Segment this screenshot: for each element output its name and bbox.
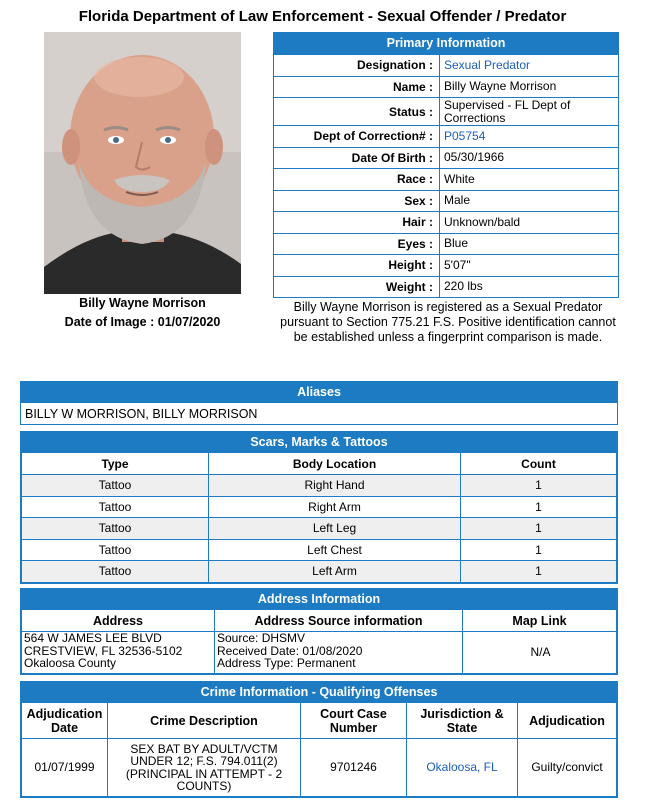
date-of-birth-row bbox=[274, 147, 618, 169]
column-header: Address bbox=[22, 610, 215, 632]
table-cell: Tattoo bbox=[22, 561, 209, 583]
race-row bbox=[274, 168, 618, 190]
primary-information-panel bbox=[273, 32, 619, 298]
sex-row bbox=[274, 190, 618, 212]
status-row bbox=[274, 97, 618, 125]
crime-heading: Crime Information - Qualifying Offenses bbox=[21, 682, 617, 702]
scars-marks-tattoos-section bbox=[20, 431, 618, 584]
column-header: Adjudication bbox=[518, 703, 617, 739]
field-value: 220 lbs bbox=[444, 279, 483, 294]
field-label: Date Of Birth : bbox=[274, 148, 440, 169]
address-line: 564 W JAMES LEE BLVD bbox=[24, 631, 162, 645]
field-label: Sex : bbox=[274, 191, 440, 212]
aliases-section bbox=[20, 381, 618, 425]
table-cell: 1 bbox=[461, 475, 617, 497]
court-case-cell: 9701246 bbox=[301, 739, 407, 797]
table-row bbox=[22, 539, 617, 561]
field-value: 5'07" bbox=[444, 257, 471, 272]
aliases-text: BILLY W MORRISON, BILLY MORRISON bbox=[21, 402, 617, 424]
hair-row bbox=[274, 211, 618, 233]
table-row bbox=[22, 518, 617, 540]
crime-table bbox=[21, 702, 617, 797]
field-value: 05/30/1966 bbox=[444, 150, 505, 165]
table-cell: Left Arm bbox=[209, 561, 461, 583]
registration-notice: Billy Wayne Morrison is registered as a Sexual Predator pursuant to Section 775.21 F.S. Positive identification cannot be established unless a fingerprint comparison is made. bbox=[280, 300, 616, 344]
column-header: Adjudication Date bbox=[22, 703, 108, 739]
column-header: Court Case Number bbox=[301, 703, 407, 739]
designation-link[interactable]: Sexual Predator bbox=[444, 57, 531, 72]
column-header: Crime Description bbox=[108, 703, 301, 739]
photo-caption-name: Billy Wayne Morrison bbox=[79, 296, 206, 310]
field-value: Supervised - FL Dept of Corrections bbox=[444, 97, 571, 125]
address-type: Address Type: Permanent bbox=[217, 656, 356, 670]
table-cell: 1 bbox=[461, 539, 617, 561]
map-link-cell: N/A bbox=[463, 632, 617, 674]
field-label: Height : bbox=[274, 255, 440, 276]
field-value: Blue bbox=[444, 236, 469, 251]
address-received-date: Received Date: 01/08/2020 bbox=[217, 643, 363, 658]
table-cell: Tattoo bbox=[22, 496, 209, 518]
field-label: Eyes : bbox=[274, 234, 440, 255]
field-value: White bbox=[444, 171, 475, 186]
dept-of-correction-link[interactable]: P05754 bbox=[444, 128, 486, 143]
crime-information-section bbox=[20, 681, 618, 798]
address-line: Okaloosa County bbox=[24, 656, 117, 670]
table-row bbox=[22, 475, 617, 497]
table-header-row bbox=[22, 453, 617, 475]
field-label: Hair : bbox=[274, 212, 440, 233]
address-source: Source: DHSMV bbox=[217, 631, 306, 645]
primary-information-heading: Primary Information bbox=[274, 33, 618, 54]
offender-photo bbox=[44, 32, 241, 294]
height-row bbox=[274, 254, 618, 276]
field-label: Status : bbox=[274, 98, 440, 125]
column-header: Address Source information bbox=[215, 610, 463, 632]
column-header: Jurisdiction & State bbox=[407, 703, 518, 739]
field-label: Name : bbox=[274, 77, 440, 98]
table-cell: Tattoo bbox=[22, 475, 209, 497]
adjudication-cell: Guilty/convict bbox=[518, 739, 617, 797]
designation-row bbox=[274, 54, 618, 76]
column-header: Body Location bbox=[209, 453, 461, 475]
address-cell bbox=[22, 632, 215, 674]
name-row bbox=[274, 76, 618, 98]
address-heading: Address Information bbox=[21, 589, 617, 609]
field-label: Designation : bbox=[274, 55, 440, 76]
table-cell: Tattoo bbox=[22, 539, 209, 561]
table-cell: Left Leg bbox=[209, 518, 461, 540]
smt-table bbox=[21, 452, 617, 583]
field-value: Unknown/bald bbox=[444, 214, 521, 229]
address-source-cell bbox=[215, 632, 463, 674]
aliases-heading: Aliases bbox=[21, 382, 617, 402]
table-cell: Right Hand bbox=[209, 475, 461, 497]
field-value: Male bbox=[444, 193, 471, 208]
table-row bbox=[22, 561, 617, 583]
field-value: Billy Wayne Morrison bbox=[444, 79, 557, 94]
column-header: Map Link bbox=[463, 610, 617, 632]
field-label: Dept of Correction# : bbox=[274, 126, 440, 147]
table-cell: 1 bbox=[461, 561, 617, 583]
table-row bbox=[22, 632, 617, 674]
adjudication-date-cell: 01/07/1999 bbox=[22, 739, 108, 797]
column-header: Type bbox=[22, 453, 209, 475]
photo-caption-date: Date of Image : 01/07/2020 bbox=[64, 315, 221, 329]
jurisdiction-link[interactable]: Okaloosa, FL bbox=[407, 739, 518, 797]
page-title: Florida Department of Law Enforcement - Sexual Offender / Predator bbox=[78, 8, 567, 25]
table-cell: Left Chest bbox=[209, 539, 461, 561]
table-cell: Tattoo bbox=[22, 518, 209, 540]
dept-of-correction-row bbox=[274, 125, 618, 147]
field-label: Race : bbox=[274, 169, 440, 190]
table-row bbox=[22, 496, 617, 518]
table-header-row bbox=[22, 610, 617, 632]
address-section bbox=[20, 588, 618, 675]
field-label: Weight : bbox=[274, 277, 440, 298]
eyes-row bbox=[274, 233, 618, 255]
smt-heading: Scars, Marks & Tattoos bbox=[21, 432, 617, 452]
address-line: CRESTVIEW, FL 32536-5102 bbox=[24, 643, 183, 658]
table-cell: 1 bbox=[461, 496, 617, 518]
weight-row bbox=[274, 276, 618, 298]
table-cell: 1 bbox=[461, 518, 617, 540]
table-header-row bbox=[22, 703, 617, 739]
address-table bbox=[21, 609, 617, 674]
column-header: Count bbox=[461, 453, 617, 475]
table-cell: Right Arm bbox=[209, 496, 461, 518]
crime-description-cell: SEX BAT BY ADULT/VCTM UNDER 12; F.S. 794.011(2) (PRINCIPAL IN ATTEMPT - 2 COUNTS) bbox=[108, 739, 301, 797]
table-row bbox=[22, 739, 617, 797]
